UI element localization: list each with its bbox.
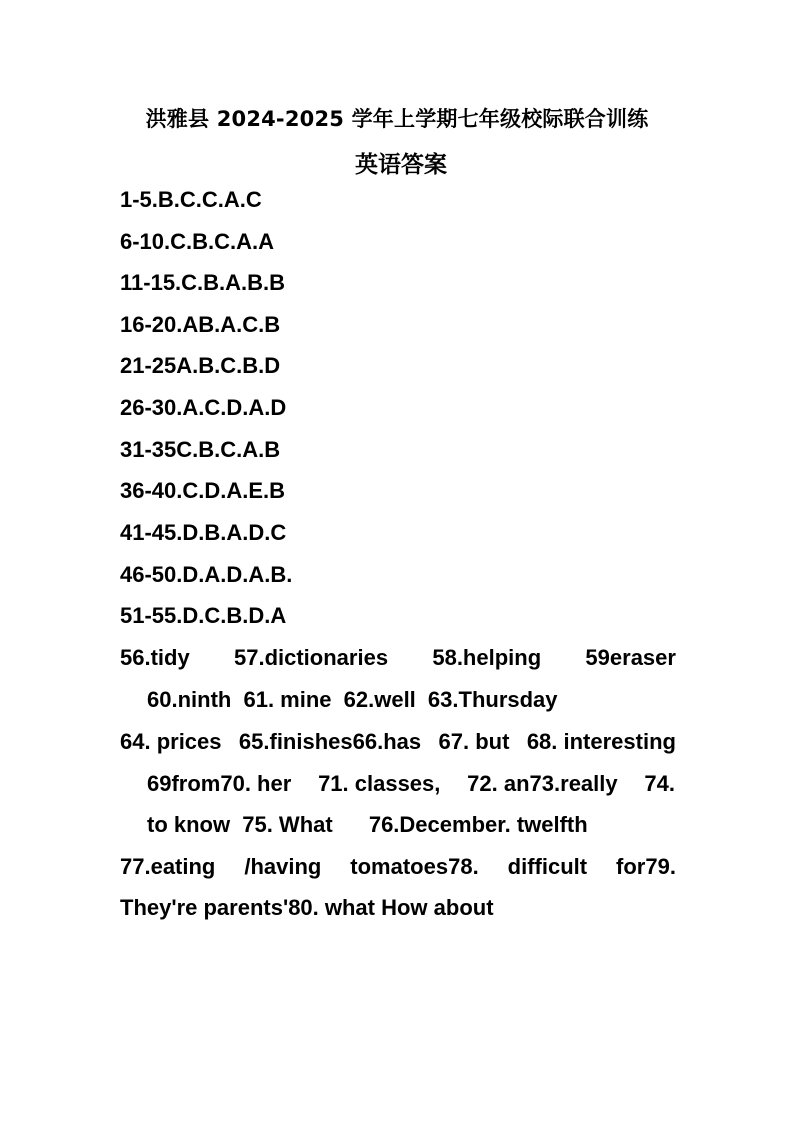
answer-74: 74. bbox=[644, 771, 675, 796]
answer-69: 69from bbox=[147, 771, 221, 796]
answer-row-6-10: 6-10.C.B.C.A.A bbox=[120, 229, 275, 254]
fill-row-77-79 bbox=[120, 854, 676, 880]
answer-64: 64. prices bbox=[120, 729, 222, 754]
fill-row-60-63 bbox=[147, 687, 558, 713]
fill-row-79-80: They're parents'80. what How about bbox=[120, 895, 494, 920]
answer-76: 76.December. twelfth bbox=[368, 812, 588, 837]
answer-68: 68. interesting bbox=[526, 729, 676, 754]
answer-row-16-20: 16-20.AB.A.C.B bbox=[120, 312, 281, 337]
answer-78: difficult bbox=[507, 854, 588, 879]
answer-71: 71. classes, bbox=[318, 771, 441, 796]
answer-59: 59eraser bbox=[585, 645, 676, 670]
answer-row-46-50: 46-50.D.A.D.A.B. bbox=[120, 562, 293, 587]
answer-row-26-30: 26-30.A.C.D.A.D bbox=[120, 395, 287, 420]
answer-row-41-45: 41-45.D.B.A.D.C bbox=[120, 520, 287, 545]
answer-61: 61. mine bbox=[243, 687, 332, 712]
answer-72-73 bbox=[467, 771, 617, 797]
answer-row-36-40: 36-40.C.D.A.E.B bbox=[120, 478, 286, 503]
fill-row-74-76 bbox=[147, 812, 588, 838]
answer-67: 67. but bbox=[438, 729, 510, 754]
answer-row-11-15: 11-15.C.B.A.B.B bbox=[120, 270, 286, 295]
answer-66: 66.has bbox=[352, 729, 422, 754]
answer-70: 70. her bbox=[220, 771, 292, 796]
answer-75: 75. What bbox=[242, 812, 333, 837]
answer-78-continued: for79. bbox=[616, 854, 676, 879]
document-subtitle: 英语答案 bbox=[355, 152, 447, 178]
fill-row-56-59 bbox=[120, 645, 676, 671]
document-title: 洪雅县 2024-2025 学年上学期七年级校际联合训练 bbox=[145, 107, 649, 131]
answer-77-object: tomatoes78. bbox=[350, 854, 479, 879]
answer-57: 57.dictionaries bbox=[233, 645, 389, 670]
answer-72: 72. an bbox=[467, 771, 530, 796]
answer-77: 77.eating bbox=[120, 854, 216, 879]
answer-74-continued: to know bbox=[147, 812, 231, 837]
answer-63: 63.Thursday bbox=[427, 687, 558, 712]
answer-60: 60.ninth bbox=[147, 687, 232, 712]
answer-56: 56.tidy bbox=[120, 645, 190, 670]
answer-row-51-55: 51-55.D.C.B.D.A bbox=[120, 603, 287, 628]
answer-65: 65.finishes bbox=[238, 729, 353, 754]
answer-73: 73.really bbox=[529, 771, 618, 796]
fill-row-69-74 bbox=[147, 771, 675, 797]
answer-65-66 bbox=[239, 729, 421, 755]
answer-row-1-5: 1-5.B.C.C.A.C bbox=[120, 187, 262, 212]
answer-row-21-25: 21-25A.B.C.B.D bbox=[120, 353, 281, 378]
answer-58: 58.helping bbox=[432, 645, 542, 670]
answer-row-31-35: 31-35C.B.C.A.B bbox=[120, 437, 281, 462]
answer-62: 62.well bbox=[343, 687, 416, 712]
answer-77-alt: /having bbox=[244, 854, 322, 879]
answer-69-70 bbox=[147, 771, 291, 797]
fill-row-64-68 bbox=[120, 729, 676, 755]
